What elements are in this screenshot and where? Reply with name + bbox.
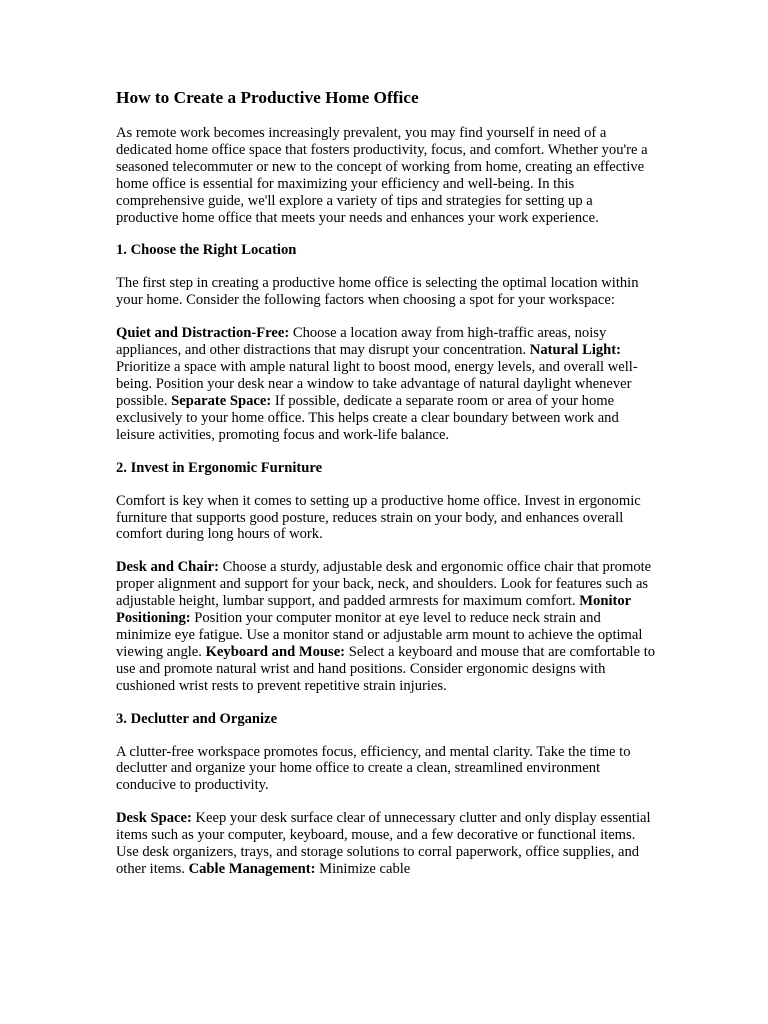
section-intro-declutter: A clutter-free workspace promotes focus, efficiency, and mental clarity. Take the time to declutter and organize your home office to create a clean, streamlined environment conducive to productivity. xyxy=(116,743,631,794)
item-text-quiet: Choose a location away from high-traffic areas, noisy appliances, and other distractions that may disrupt your concentration. xyxy=(116,325,607,359)
item-text-separate-space: If possible, dedicate a separate room or area of your home exclusively to your home office. This helps create a clear boundary between work and leisure activities, promoting focus and work-life balance. xyxy=(116,392,619,443)
item-text-keyboard-mouse: Select a keyboard and mouse that are comfortable to use and promote natural wrist and hand positions. Consider ergonomic designs with cushioned wrist rests to prevent repetitive strain injuries. xyxy=(116,643,656,694)
section-heading-declutter: 3. Declutter and Organize xyxy=(116,710,278,727)
section-heading-location: 1. Choose the Right Location xyxy=(116,242,297,259)
item-label-cable-management: Cable Management: xyxy=(188,861,316,877)
item-label-natural-light: Natural Light: xyxy=(529,342,622,359)
section-intro-location: The first step in creating a productive home office is selecting the optimal location within your home. Consider the following factors when choosing a spot for your workspace: xyxy=(116,275,639,309)
document-page xyxy=(116,88,656,894)
item-label-quiet: Quiet and Distraction-Free: xyxy=(116,325,290,342)
item-text-desk-chair: Choose a sturdy, adjustable desk and ergonomic office chair that promote proper alignment and support for your back, neck, and shoulders. Look for features such as adjustable height, lumbar support, and padded armrests for maximum comfort. xyxy=(116,559,652,610)
section-intro-furniture: Comfort is key when it comes to setting up a productive home office. Invest in ergonomic furniture that supports good posture, reduces strain on your body, and enhances overall comfort during long hours of work. xyxy=(116,492,641,543)
item-text-natural-light: Prioritize a space with ample natural light to boost mood, energy levels, and overall well-being. Position your desk near a window to take advantage of natural daylight whenever possible. xyxy=(116,359,638,409)
item-label-keyboard-mouse: Keyboard and Mouse: xyxy=(205,643,346,660)
document-title: How to Create a Productive Home Office xyxy=(116,88,419,107)
item-label-separate-space: Separate Space: xyxy=(171,392,272,409)
item-label-monitor: Monitor Positioning: xyxy=(116,593,631,627)
section-body-location xyxy=(116,325,656,443)
section-heading-furniture: 2. Invest in Ergonomic Furniture xyxy=(116,459,323,476)
item-text-monitor: Position your computer monitor at eye level to reduce neck strain and minimize eye fatigue. Use a monitor stand or adjustable arm mount to achieve the optimal viewing angle. xyxy=(116,610,643,660)
item-label-desk-chair: Desk and Chair: xyxy=(116,559,219,576)
intro-paragraph: As remote work becomes increasingly prevalent, you may find yourself in need of a dedicated home office space that fosters productivity, focus, and comfort. Whether you're a seasoned telecommuter or new to the concept of working from home, creating an effective home office is essential for maximizing your efficiency and well-being. In this comprehensive guide, we'll explore a variety of tips and strategies for setting up a productive home office that meets your needs and enhances your work experience. xyxy=(116,125,648,226)
section-body-furniture xyxy=(116,559,656,694)
item-label-desk-space: Desk Space: xyxy=(116,810,192,827)
item-text-desk-space: Keep your desk surface clear of unnecessary clutter and only display essential items such as your computer, keyboard, mouse, and a few decorative or functional items. Use desk organizers, trays, and storage solutions to corral paperwork, office supplies, and other items. xyxy=(116,810,651,877)
item-text-cable-management: Minimize cable xyxy=(319,861,411,877)
section-body-declutter xyxy=(116,810,656,878)
